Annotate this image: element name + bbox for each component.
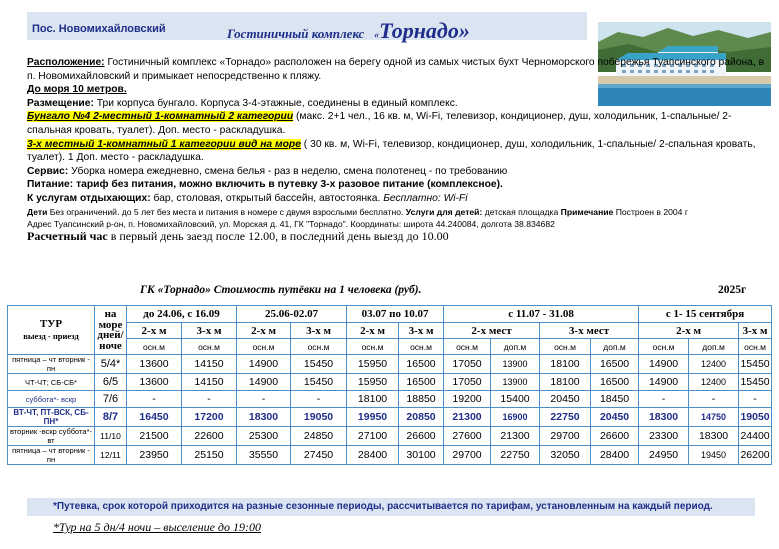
room-type-header: 2-х мест (444, 323, 540, 339)
period-header: 25.06-02.07 (237, 306, 347, 323)
kids-label: Дети (27, 206, 48, 217)
price-table (7, 305, 772, 465)
price-cell: 19050 (739, 408, 772, 427)
price-cell: 17050 (444, 374, 491, 391)
price-cell: 21300 (444, 408, 491, 427)
table-row (8, 446, 772, 465)
sea-distance: До моря 10 метров. (27, 84, 127, 96)
room-type-header: 2-х м (347, 323, 399, 339)
price-cell: 19950 (347, 408, 399, 427)
price-cell: 16450 (127, 408, 182, 427)
place-type-header: осн.м (739, 339, 772, 355)
nights-cell: 8/7 (95, 408, 127, 427)
services-paragraph (27, 192, 767, 206)
price-cell: - (639, 391, 689, 408)
price-cell: 27600 (444, 427, 491, 446)
place-type-header: осн.м (399, 339, 444, 355)
room-type-header: 2-х м (127, 323, 182, 339)
price-cell: - (739, 391, 772, 408)
nights-cell: 5/4* (95, 355, 127, 374)
price-cell: - (237, 391, 291, 408)
services-label: К услугам отдыхающих: (27, 192, 151, 204)
price-cell: 18100 (540, 374, 591, 391)
price-cell: 14900 (237, 374, 291, 391)
accommodation-paragraph (27, 97, 767, 111)
period-header: 03.07 по 10.07 (347, 306, 444, 323)
price-cell: 22750 (491, 446, 540, 465)
location-label: Расположение: (27, 57, 105, 68)
route-cell: пятница – чт вторник - пн (8, 355, 95, 374)
price-cell: 35550 (237, 446, 291, 465)
location-text: Гостиничный комплекс «Торнадо» расположен на берегу одной из самых чистых бухт Черноморского побережья Туапсинского района, в п. Новомихайловский и примыкает непосредственно к пляжу. (27, 57, 765, 82)
price-cell: 14900 (237, 355, 291, 374)
price-cell: 19050 (291, 408, 347, 427)
room-type-header: 2-х м (237, 323, 291, 339)
price-cell: 16500 (399, 355, 444, 374)
price-cell: 17050 (444, 355, 491, 374)
price-cell: 22750 (540, 408, 591, 427)
address: Адрес Туапсинский р-он, п. Новомихайловский, ул. Морская д. 41, ГК "Торнадо". Координаты: широта 44.240084, долгота 38.834682 (27, 218, 555, 229)
food-paragraph (27, 178, 767, 192)
service-text: Уборка номера ежедневно, смена белья - раз в неделю, смена полотенец - по требованию (68, 165, 508, 177)
price-cell: 21500 (127, 427, 182, 446)
complex-title (227, 18, 470, 44)
price-cell: 29700 (444, 446, 491, 465)
name-quote: « (374, 30, 380, 41)
price-cell: 15400 (491, 391, 540, 408)
room3-paragraph (27, 138, 767, 165)
complex-prefix: Гостиничный комплекс (227, 26, 365, 41)
price-cell: 22600 (182, 427, 237, 446)
bungalow-paragraph (27, 110, 767, 137)
route-cell: вторник -вскр суббота*- вт (8, 427, 95, 446)
footer-tour-text: Тур на 5 дн/4 ночи – выселение до 19:00 (59, 520, 261, 534)
price-cell: 18450 (591, 391, 639, 408)
price-cell: 14150 (182, 355, 237, 374)
tur-header (8, 306, 95, 355)
price-cell: 21300 (491, 427, 540, 446)
price-cell: 26600 (399, 427, 444, 446)
price-cell: 18850 (399, 391, 444, 408)
period-header: с 1- 15 сентября (639, 306, 772, 323)
place-type-header: осн.м (182, 339, 237, 355)
tur-label: ТУР (39, 318, 63, 330)
price-cell: 20450 (591, 408, 639, 427)
period-header: с 11.07 - 31.08 (444, 306, 639, 323)
place-type-header: осн.м (444, 339, 491, 355)
table-row (8, 355, 772, 374)
room3-text: ( 30 кв. м, Wi-Fi, телевизор, кондиционер, душ, холодильник, 1-спальные/ 2-спальная кровать, туалет). 1 Доп. место - раскладушка. (27, 138, 756, 164)
price-cell: 16500 (591, 374, 639, 391)
accommodation-label: Размещение: (27, 97, 94, 109)
room-type-header: 2-х м (639, 323, 739, 339)
location-paragraph (27, 56, 767, 83)
price-cell: 27450 (291, 446, 347, 465)
price-cell: 13600 (127, 374, 182, 391)
place-type-header: осн.м (639, 339, 689, 355)
kids-text: Без ограничений. до 5 лет без места и питания в номере с двумя взрослыми бесплатно. (47, 206, 404, 217)
place-type-header: доп.м (591, 339, 639, 355)
price-cell: 15950 (347, 355, 399, 374)
price-cell: 29700 (540, 427, 591, 446)
nights-cell: 11/10 (95, 427, 127, 446)
note-text: Построен в 2004 г (613, 206, 688, 217)
price-cell: 19450 (689, 446, 739, 465)
route-cell: суббота*- вскр (8, 391, 95, 408)
price-cell: 19200 (444, 391, 491, 408)
price-cell: 18300 (237, 408, 291, 427)
place-type-header: осн.м (237, 339, 291, 355)
food-text: тариф без питания, можно включить в путевку 3-х разовое питание (комплексное). (73, 179, 503, 191)
route-cell: ЧТ-ЧТ; СБ-СБ* (8, 374, 95, 391)
price-cell: - (291, 391, 347, 408)
period-header-row (8, 306, 772, 323)
place-type-header: осн.м (127, 339, 182, 355)
price-cell: 23950 (127, 446, 182, 465)
price-cell: 18100 (347, 391, 399, 408)
complex-name: Торнадо» (379, 18, 470, 43)
kids-services-text: детская площадка (482, 206, 559, 217)
checkin-label: Расчетный час (27, 228, 108, 243)
price-cell: 25300 (237, 427, 291, 446)
footer-tour-note (53, 520, 261, 535)
price-cell: 24400 (739, 427, 772, 446)
room-type-header: 3-х м (291, 323, 347, 339)
price-cell: 15450 (291, 355, 347, 374)
place-type-header: осн.м (540, 339, 591, 355)
table-row (8, 427, 772, 446)
price-cell: 27100 (347, 427, 399, 446)
bungalow-title: Бунгало №4 2-местный 1-комнатный 2 категории (27, 111, 294, 123)
price-cell: 15950 (347, 374, 399, 391)
service-label: Сервис: (27, 165, 69, 177)
price-cell: 14900 (639, 355, 689, 374)
food-label: Питание: (27, 179, 74, 191)
nights-cell: 12/11 (95, 446, 127, 465)
accommodation-text: Три корпуса бунгало. Корпуса 3-4-этажные, соединены в единый комплекс. (93, 97, 458, 109)
price-cell: 18300 (689, 427, 739, 446)
price-cell: 26600 (591, 427, 639, 446)
price-cell: 24850 (291, 427, 347, 446)
price-cell: 30100 (399, 446, 444, 465)
price-cell: 14150 (182, 374, 237, 391)
price-cell: 17200 (182, 408, 237, 427)
nights-header: на море дней/ ноче (95, 306, 127, 355)
footer-season-note: *Путевка, срок которой приходится на разные сезонные периоды, рассчитывается по тарифам, установленным на каждый период. (53, 501, 713, 512)
room-type-header: 3-х м (399, 323, 444, 339)
price-cell: 32050 (540, 446, 591, 465)
footer-tour-asterisk: * (53, 520, 59, 534)
services-text: бар, столовая, открытый бассейн, автостоянка. (150, 192, 381, 204)
period-header: до 24.06, с 16.09 (127, 306, 237, 323)
price-cell: 16500 (399, 374, 444, 391)
price-cell: - (127, 391, 182, 408)
table-row (8, 408, 772, 427)
room-type-header: 3-х м (182, 323, 237, 339)
tur-sub: выезд - приезд (23, 331, 79, 341)
price-table-title: ГК «Торнадо» Стоимость путёвки на 1 человека (руб). (140, 284, 422, 296)
price-cell: - (689, 391, 739, 408)
price-cell: 14900 (639, 374, 689, 391)
place-type-header: осн.м (291, 339, 347, 355)
price-cell: 20850 (399, 408, 444, 427)
price-cell: 18100 (540, 355, 591, 374)
price-cell: 28400 (347, 446, 399, 465)
price-cell: 12400 (689, 355, 739, 374)
price-cell: 24950 (639, 446, 689, 465)
price-cell: 15450 (291, 374, 347, 391)
place-type-header: доп.м (689, 339, 739, 355)
kids-services-label: Услуги для детей: (403, 206, 483, 217)
room-type-header: 3-х м (739, 323, 772, 339)
route-cell: пятница – чт вторник - пн (8, 446, 95, 465)
room-type-header: 3-х мест (540, 323, 639, 339)
hotel-description (27, 56, 767, 243)
price-cell: 18300 (639, 408, 689, 427)
checkin-paragraph (27, 230, 767, 244)
price-cell: - (182, 391, 237, 408)
services-free: Бесплатно: Wi-Fi (380, 192, 468, 204)
price-cell: 16500 (591, 355, 639, 374)
price-cell: 14750 (689, 408, 739, 427)
price-cell: 13600 (127, 355, 182, 374)
price-cell: 16900 (491, 408, 540, 427)
table-row (8, 391, 772, 408)
price-table-title-row (140, 284, 779, 296)
price-cell: 12400 (689, 374, 739, 391)
price-cell: 23300 (639, 427, 689, 446)
kids-paragraph (27, 206, 767, 218)
place-type-header: осн.м (347, 339, 399, 355)
place-type-header: доп.м (491, 339, 540, 355)
nights-cell: 6/5 (95, 374, 127, 391)
note-label: Примечание (558, 206, 614, 217)
price-cell: 25150 (182, 446, 237, 465)
price-cell: 15450 (739, 374, 772, 391)
price-cell: 13900 (491, 355, 540, 374)
price-cell: 26200 (739, 446, 772, 465)
header-band (27, 12, 587, 43)
price-cell: 28400 (591, 446, 639, 465)
price-table-year: 2025г (718, 284, 747, 296)
checkin-text: в первый день заезд после 12.00, в последний день выезд до 10.00 (107, 228, 449, 243)
room3-title: 3-х местный 1-комнатный 1 категории вид на море (27, 138, 301, 150)
table-row (8, 374, 772, 391)
price-cell: 20450 (540, 391, 591, 408)
bungalow-text: (макс. 2+1 чел., 16 кв. м, Wi-Fi, телевизор, кондиционер, душ, холодильник, 1-спальные/ 2-спальная кровать, туалет). Доп. место - раскладушка. (27, 111, 732, 136)
price-cell: 13900 (491, 374, 540, 391)
service-paragraph (27, 165, 767, 179)
location-title: Пос. Новомихайловский (32, 23, 166, 35)
price-cell: 15450 (739, 355, 772, 374)
route-cell: ВТ-ЧТ, ПТ-ВСК, СБ- ПН* (8, 408, 95, 427)
nights-cell: 7/6 (95, 391, 127, 408)
